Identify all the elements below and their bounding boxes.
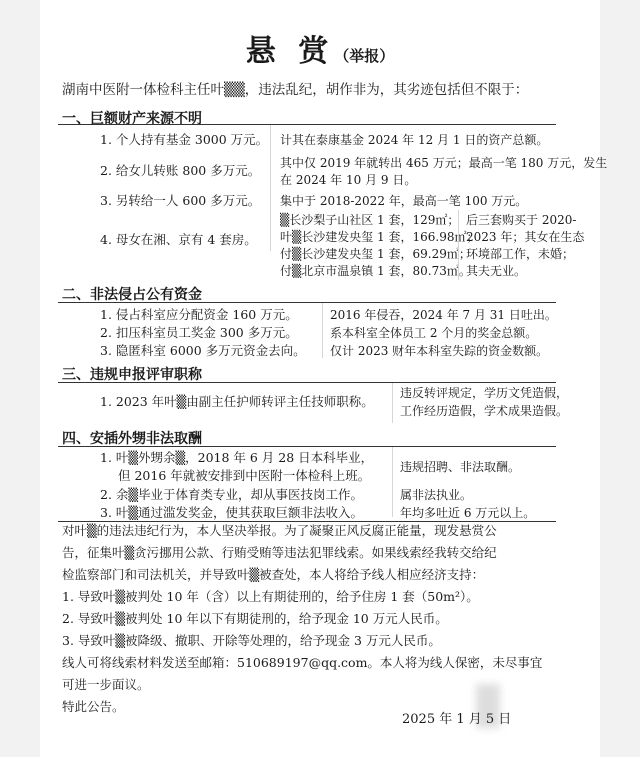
section-4-rule (58, 446, 556, 447)
s1-row4-right-2: 叶▒长沙建发央玺 1 套，166.98㎡； (280, 230, 479, 244)
s1-row4-right-1: ▒长沙梨子山社区 1 套，129㎡； (280, 213, 460, 227)
closing-line-2: 告，征集叶▒贪污挪用公款、行贿受贿等违法犯罪线索。如果线索经我转交给纪 (62, 545, 497, 560)
s4-row2-right: 属非法执业。 (400, 488, 473, 502)
s1-row2-right-2: 在 2024 年 10 月 9 日。 (280, 173, 417, 187)
title-suffix: （举报） (334, 47, 395, 65)
s2-row3-left: 3. 隐匿科室 6000 多万元资金去向。 (100, 343, 306, 358)
intro-line: 湖南中医附一体检科主任叶▒▒，违法乱纪，胡作非为，其劣迹包括但不限于： (62, 82, 529, 98)
closing-line-6: 3. 导致叶▒被降级、撤职、开除等处理的，给予现金 3 万元人民币。 (62, 633, 441, 648)
s3-row1-left: 1. 2023 年叶▒由副主任护师转评主任技师职称。 (100, 394, 374, 409)
section-2-rule (58, 302, 556, 303)
section-3-heading: 三、违规申报评审职称 (62, 367, 202, 383)
s1-row1-left: 1. 个人持有基金 3000 万元。 (100, 132, 269, 147)
s2-row1-left: 1. 侵占科室应分配资金 160 万元。 (100, 307, 298, 322)
page-title (40, 26, 600, 70)
s1-row1-right: 计其在泰康基金 2024 年 12 月 1 日的资产总额。 (280, 133, 549, 147)
s4-row2-left: 2. 余▒毕业于体育类专业，却从事医技岗工作。 (100, 487, 364, 502)
s3-row1-right-1: 违反转评规定，学历文凭造假， (400, 386, 569, 400)
s4-row1-left-2: 但 2016 年就被安排到中医附一体检科上班。 (118, 468, 371, 483)
s1-row3-right: 集中于 2018-2022 年，最高一笔 100 万元。 (280, 194, 528, 208)
section-1-rule (58, 124, 556, 125)
s2-row3-right: 仅计 2023 财年本科室失踪的资金数额。 (330, 344, 549, 358)
section-1-heading: 一、巨额财产来源不明 (62, 111, 202, 127)
s4-row3-right: 年均多吐近 6 万元以上。 (400, 506, 536, 520)
section-2-heading: 二、非法侵占公有资金 (62, 287, 202, 303)
notice-date: 2025 年 1 月 5 日 (402, 712, 512, 727)
closing-line-3: 检监察部门和司法机关，并导致叶▒被查处，本人将给予线人相应经济支持： (62, 567, 485, 582)
closing-line-5: 2. 导致叶▒被判处 10 年以下有期徒刑的，给予现金 10 万元人民币。 (62, 611, 448, 626)
s1-row4-note-4: 其夫无业。 (466, 264, 527, 278)
section-4-heading: 四、安插外甥非法取酬 (62, 431, 202, 447)
section-3-divider (392, 383, 393, 423)
s2-row2-left: 2. 扣压科室员工奖金 300 多万元。 (100, 325, 298, 340)
s1-row4-note-3: 环境部工作，未婚； (466, 247, 575, 261)
title-text: 悬 赏 (245, 34, 335, 69)
s1-row2-right-1: 其中仅 2019 年就转出 465 万元；最高一笔 180 万元，发生 (280, 156, 608, 170)
s1-row4-note-divider (458, 210, 459, 280)
closing-line-4: 1. 导致叶▒被判处 10 年（含）以上有期徒刑的，给予住房 1 套（50m²）。 (62, 589, 479, 604)
s4-row1-right: 违规招聘、非法取酬。 (400, 460, 521, 474)
s1-row4-right-3: 付▒长沙建发央玺 1 套，69.29㎡； (280, 247, 471, 261)
s1-row4-right-4: 付▒北京市温泉镇 1 套，80.73㎡。 (280, 264, 471, 278)
s1-row3-left: 3. 另转给一人 600 多万元。 (100, 193, 261, 208)
closing-line-9: 特此公告。 (62, 699, 125, 714)
s1-row4-left: 4. 母女在湘、京有 4 套房。 (100, 232, 257, 247)
s1-row2-left: 2. 给女儿转账 800 多万元。 (100, 163, 261, 178)
closing-line-1: 对叶▒的违法违纪行为，本人坚决举报。为了凝聚正风反腐正能量，现发悬赏公 (62, 523, 497, 538)
section-4-divider (392, 447, 393, 517)
s1-row4-note-1: 后三套购买于 2020- (466, 213, 577, 227)
section-3-rule (58, 382, 556, 383)
closing-line-7: 线人可将线索材料发送至邮箱：510689197@qq.com。本人将为线人保密，未尽事宜 (62, 655, 543, 670)
s4-row3-left: 3. 叶▒通过滥发奖金，使其获取巨额非法收入。 (100, 505, 364, 520)
s3-row1-right-2: 工作经历造假，学术成果造假。 (400, 404, 569, 418)
closing-line-8: 可进一步面议。 (62, 677, 150, 692)
s1-row4-note-2: 2023 年；其女在生态 (466, 230, 585, 244)
section-1-divider (270, 125, 271, 251)
s2-row1-right: 2016 年侵吞，2024 年 7 月 31 日吐出。 (330, 308, 557, 322)
s4-row1-left-1: 1. 叶▒外甥余▒，2018 年 6 月 28 日本科毕业， (100, 450, 374, 465)
s2-row2-right: 系本科室全体员工 2 个月的奖金总额。 (330, 326, 538, 340)
section-2-divider (322, 303, 323, 358)
